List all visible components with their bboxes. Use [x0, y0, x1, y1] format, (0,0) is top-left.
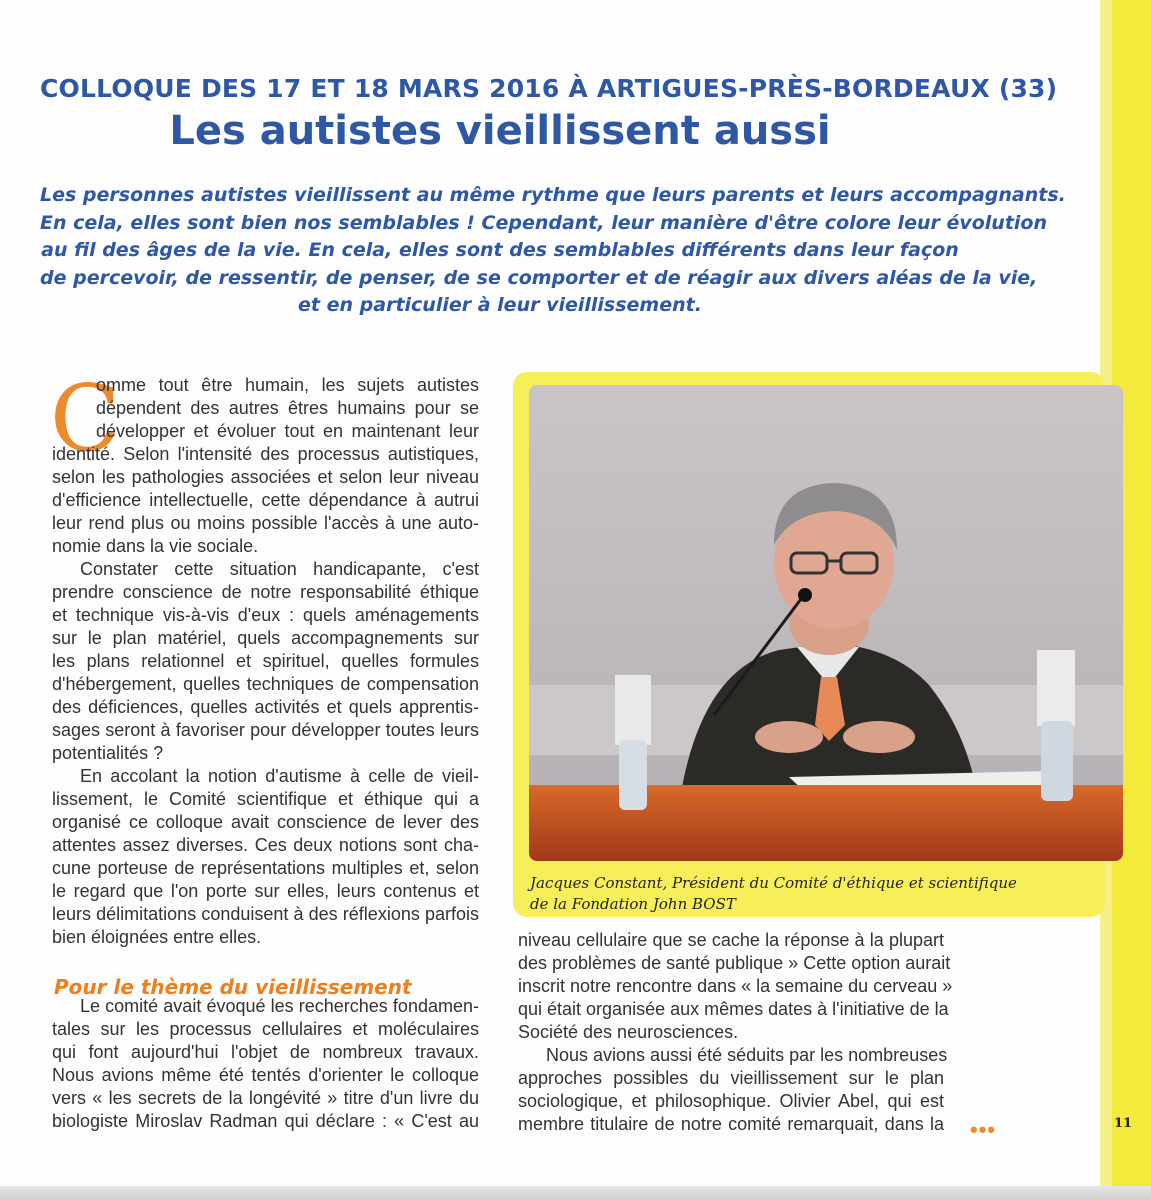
text-line: Constater cette situation handicapante, c'est — [80, 559, 479, 579]
text-line: biologiste Miroslav Radman qui déclare : « C'est au — [52, 1111, 479, 1131]
text-line: des déficiences, quelles activités et quels apprentis- — [52, 697, 479, 717]
text-line: Société des neurosciences. — [518, 1022, 739, 1042]
article-intro — [40, 182, 1066, 320]
page-number: 11 — [1114, 1116, 1133, 1131]
left-column — [50, 365, 479, 1133]
speaker-illustration — [529, 385, 1123, 861]
text-line: cune porteuse de représentations multiples et, selon — [52, 858, 479, 878]
text-line: d'efficience intellectuelle, cette dépendance à autrui — [52, 490, 479, 510]
text-line: leurs délimitations conduisent à des réflexions parfois — [52, 904, 479, 924]
section-heading: Pour le thème du vieillissement — [54, 975, 412, 999]
text-line: développer et évoluer tout en maintenant leur — [96, 421, 479, 441]
intro-line: et en particulier à leur vieillissement. — [298, 294, 702, 317]
text-line: inscrit notre rencontre dans « la semaine du cerveau » — [518, 976, 953, 996]
caption-line: de la Fondation John BOST — [530, 895, 736, 913]
text-line: Nous avions même été tentés d'orienter le colloque — [52, 1065, 479, 1085]
text-line: qui font aujourd'hui l'objet de nombreux travaux. — [52, 1042, 479, 1062]
event-kicker: COLLOQUE DES 17 ET 18 MARS 2016 À ARTIGUES-PRÈS-BORDEAUX (33) — [40, 74, 1058, 103]
text-line: potentialités ? — [52, 743, 164, 763]
text-line: prendre conscience de notre responsabilité éthique — [52, 582, 479, 602]
text-line: leur rend plus ou moins possible l'accès à une auto- — [52, 513, 479, 533]
text-line: Nous avions aussi été séduits par les nombreuses — [546, 1045, 948, 1065]
intro-line: En cela, elles sont bien nos semblables ! Cependant, leur manière d'être colore leur évolution — [40, 211, 1048, 234]
text-line: niveau cellulaire que se cache la réponse à la plupart — [518, 930, 944, 950]
speaker-photo — [529, 385, 1123, 861]
text-line: sur le plan matériel, quels accompagnements sur — [52, 628, 479, 648]
intro-line: Les personnes autistes vieillissent au même rythme que leurs parents et leurs accompagnants. — [40, 184, 1066, 206]
right-column — [518, 929, 953, 1136]
text-line: et technique vis-à-vis d'eux : quels aménagements — [52, 605, 479, 625]
intro-line: de percevoir, de ressentir, de penser, de se comporter et de réagir aux divers aléas de la vie, — [40, 266, 1038, 289]
text-line: identité. Selon l'intensité des processus autistiques, — [52, 444, 479, 464]
text-line: tales sur les processus cellulaires et moléculaires — [52, 1019, 479, 1039]
text-line: Le comité avait évoqué les recherches fondamen- — [80, 996, 479, 1016]
text-line: bien éloignées entre elles. — [52, 927, 262, 947]
text-line: des problèmes de santé publique » Cette option aurait — [518, 953, 951, 973]
text-line: d'hébergement, quelles techniques de compensation — [52, 674, 479, 694]
caption-line: Jacques Constant, Président du Comité d'éthique et scientifique — [530, 874, 1017, 892]
text-line: membre titulaire de notre comité remarquait, dans la — [518, 1114, 944, 1134]
text-line: le regard que l'on porte sur elles, leurs contenus et — [52, 881, 479, 901]
page-edge-shadow — [0, 1186, 1151, 1200]
text-line: sages seront à favoriser pour développer toutes leurs — [52, 720, 479, 740]
text-line: En accolant la notion d'autisme à celle de vieil- — [80, 766, 479, 786]
text-line: approches possibles du vieillissement sur le plan — [518, 1068, 944, 1088]
text-line: qui était organisée aux mêmes dates à l'initiative de la — [518, 999, 949, 1019]
text-line: dépendent des autres êtres humains pour se — [96, 398, 479, 418]
text-line: lissement, le Comité scientifique et éthique qui a — [52, 789, 479, 809]
text-line: omme tout être humain, les sujets autistes — [96, 375, 479, 395]
text-line: sociologique, et philosophique. Olivier Abel, qui est — [518, 1091, 944, 1111]
photo-caption — [530, 873, 1090, 915]
article-title: Les autistes vieillissent aussi — [169, 108, 831, 154]
text-line: attentes assez diverses. Ces deux notions sont cha- — [52, 835, 479, 855]
text-line: selon les pathologies associées et selon leur niveau — [52, 467, 479, 487]
continue-marker: ••• — [970, 1117, 997, 1142]
text-line: nomie dans la vie sociale. — [52, 536, 259, 556]
text-line: organisé ce colloque avait conscience de lever des — [52, 812, 479, 832]
intro-line: au fil des âges de la vie. En cela, elles sont des semblables différents dans leur façon — [41, 239, 959, 262]
drop-cap: C — [50, 365, 121, 472]
text-line: les plans relationnel et spirituel, quelles formules — [52, 651, 479, 671]
text-line: vers « les secrets de la longévité » titre d'un livre du — [52, 1088, 479, 1108]
